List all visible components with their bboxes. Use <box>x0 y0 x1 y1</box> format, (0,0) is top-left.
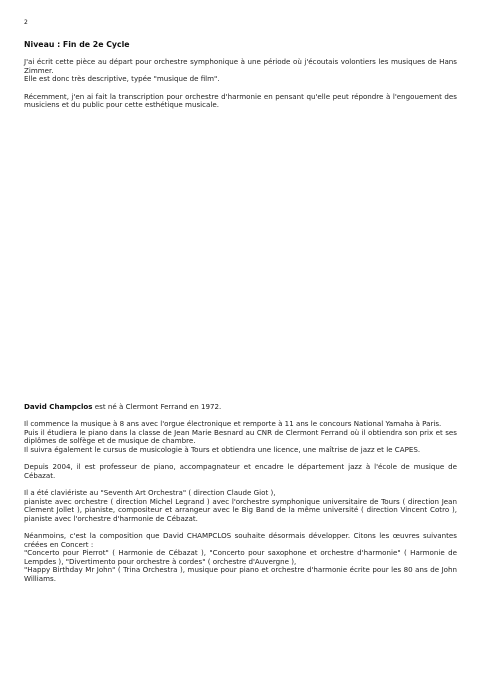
bio-paragraph-7: Néanmoins, c'est la composition que David CHAMPCLOS souhaite désormais développer. Citons les œuvres suivantes créées en Concert : <box>24 530 457 549</box>
bio-paragraph-9: "Happy Birthday Mr John" ( Trina Orchestra ), musique pour piano et orchestre d'harmonie écrite pour les 80 ans de John Williams. <box>24 565 457 583</box>
intro-paragraph-2: Récemment, j'en ai fait la transcription pour orchestre d'harmonie en pensant qu'elle peut répondre à l'engouement des musiciens et du public pour cette esthétique musicale. <box>24 91 457 110</box>
intro-paragraph-1b: Elle est donc très descriptive, typée "musique de film". <box>24 74 220 84</box>
composer-name: David Champclos <box>24 402 93 411</box>
bio-intro-text: est né à Clermont Ferrand en 1972. <box>92 402 222 411</box>
bio-paragraph-5: Il a été claviériste au "Seventh Art Orchestra" ( direction Claude Giot ), <box>24 487 276 497</box>
page-number: 2 <box>24 19 28 26</box>
level-heading: Niveau : Fin de 2e Cycle <box>24 40 130 49</box>
bio-paragraph-2: Puis il étudiera le piano dans la classe de Jean Marie Besnard au CNR de Clermont Ferrand où il obtiendra son prix et ses diplômes de solfège et de musique de chambre. <box>24 427 457 446</box>
intro-paragraph-1: J'ai écrit cette pièce au départ pour orchestre symphonique à une période où j'écoutais volontiers les musiques de Hans Zimmer. <box>24 57 457 75</box>
bio-paragraph-8: "Concerto pour Pierrot" ( Harmonie de Cébazat ), "Concerto pour saxophone et orchestre d'harmonie" ( Harmonie de Lempdes ), "Divertimento pour orchestre à cordes" ( orchestre d'Auvergne ), <box>24 548 457 566</box>
bio-paragraph-6: pianiste avec orchestre ( direction Michel Legrand ) avec l'orchestre symphonique universitaire de Tours ( direction Jean Clement Jollet ), pianiste, compositeur et arrangeur avec le Big Band de la même université ( direction Vincent Cotro ), pianiste avec l'orchestre d'harmonie de Cébazat. <box>24 496 457 523</box>
bio-paragraph-1: Il commence la musique à 8 ans avec l'orgue électronique et remporte à 11 ans le concours National Yamaha à Paris. <box>24 419 442 429</box>
intro-section <box>24 41 457 110</box>
bio-intro <box>24 403 457 412</box>
biography-section <box>24 403 457 583</box>
bio-paragraph-4: Depuis 2004, il est professeur de piano, accompagnateur et encadre le département jazz à l'école de musique de Cébazat. <box>24 462 457 480</box>
bio-paragraph-3: Il suivra également le cursus de musicologie à Tours et obtiendra une licence, une maîtrise de jazz et le CAPES. <box>24 444 421 454</box>
